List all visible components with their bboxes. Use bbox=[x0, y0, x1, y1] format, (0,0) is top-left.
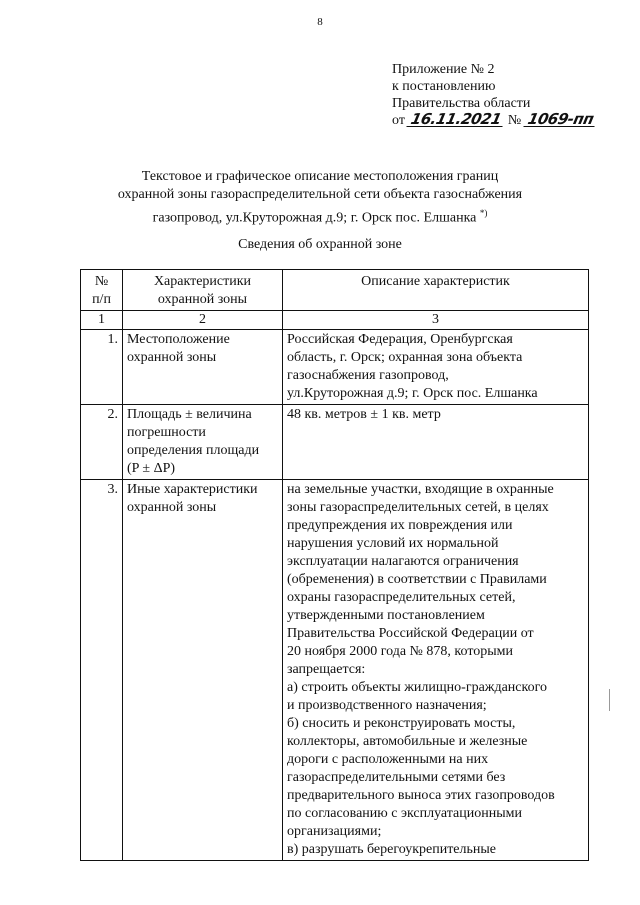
appendix-line-2: к постановлению bbox=[392, 79, 496, 94]
appendix-date-line bbox=[392, 112, 596, 129]
appendix-line-3: Правительства области bbox=[392, 96, 531, 111]
index-cell: 3 bbox=[283, 311, 589, 330]
document-title bbox=[60, 168, 580, 228]
row-characteristic: Площадь ± величина погрешности определения площади (P ± ΔP) bbox=[123, 405, 283, 480]
appendix-line-1: Приложение № 2 bbox=[392, 62, 495, 77]
index-cell: 2 bbox=[123, 311, 283, 330]
section-subtitle: Сведения об охранной зоне bbox=[238, 237, 402, 252]
row-number: 1. bbox=[81, 330, 123, 405]
row-characteristic: Местоположение охранной зоны bbox=[123, 330, 283, 405]
table-index-row bbox=[81, 311, 589, 330]
header-description: Описание характеристик bbox=[283, 270, 589, 311]
zone-info-table bbox=[80, 269, 589, 861]
appendix-block bbox=[392, 61, 596, 129]
index-cell: 1 bbox=[81, 311, 123, 330]
header-number: № п/п bbox=[81, 270, 123, 311]
scan-mark bbox=[609, 689, 610, 711]
table-row bbox=[81, 480, 589, 861]
title-line-2: охранной зоны газораспределительной сети объекта газоснабжения bbox=[117, 187, 523, 202]
table-header-row bbox=[81, 270, 589, 311]
page-number: 8 bbox=[317, 16, 323, 28]
title-line-3 bbox=[60, 204, 580, 228]
title-line-3-text: газопровод, ул.Круторожная д.9; г. Орск пос. Елшанка bbox=[152, 210, 477, 226]
title-line-1: Текстовое и графическое описание местоположения границ bbox=[141, 169, 499, 184]
footnote-mark: *) bbox=[479, 208, 488, 218]
table-row bbox=[81, 330, 589, 405]
handwritten-date: 16.11.2021 bbox=[407, 112, 506, 127]
table-row bbox=[81, 405, 589, 480]
row-characteristic: Иные характеристики охранной зоны bbox=[123, 480, 283, 861]
header-characteristic: Характеристики охранной зоны bbox=[123, 270, 283, 311]
number-prefix: № bbox=[507, 113, 522, 128]
row-description: Российская Федерация, Оренбургская область, г. Орск; охранная зона объекта газоснабжения газопровод, ул.Круторожная д.9; г. Орск пос. Елшанка bbox=[283, 330, 589, 405]
handwritten-number: 1069-пп bbox=[523, 112, 597, 127]
row-description: на земельные участки, входящие в охранные зоны газораспределительных сетей, в целях предупреждения их повреждения или нарушения условий их нормальной эксплуатации налагаются ограничения (обременения) в соответствии с Правилами охраны газораспределительных сетей, утвержденными постановлением Правительства Российской Федерации от 20 ноября 2000 года № 878, которыми запрещается: а) строить объекты жилищно-гражданского и производственного назначения; б) сносить и реконструировать мосты, коллекторы, автомобильные и железные дороги с расположенными на них газораспределительными сетями без предварительного выноса этих газопроводов по согласованию с эксплуатационными организациями; в) разрушать берегоукрепительные bbox=[283, 480, 589, 861]
row-description: 48 кв. метров ± 1 кв. метр bbox=[283, 405, 589, 480]
date-prefix: от bbox=[392, 113, 405, 128]
row-number: 3. bbox=[81, 480, 123, 861]
row-number: 2. bbox=[81, 405, 123, 480]
